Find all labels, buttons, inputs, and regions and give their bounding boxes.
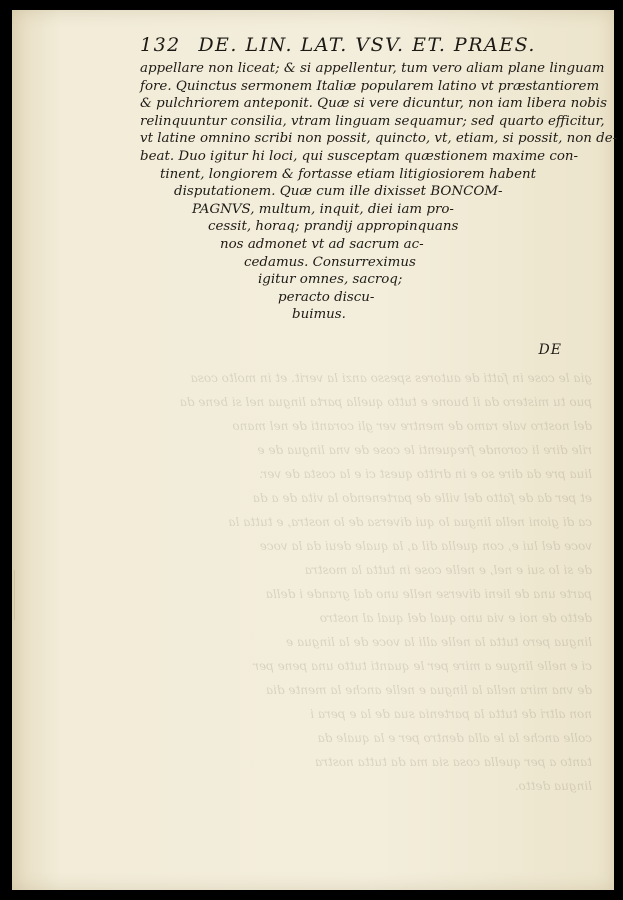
text-line: & pulchriorem anteponit. Quæ si vere dicuntur, non iam libera nobis <box>140 96 608 112</box>
text-line: tinent, longiorem & fortasse etiam litigiosiorem habent <box>160 166 537 182</box>
text-line: buimus. <box>292 307 346 323</box>
text-line: nos admonet vt ad sacrum ac- <box>220 236 424 252</box>
text-line: cedamus. Consurreximus <box>244 254 416 270</box>
text-line: relinquuntur consilia, vtram linguam sequamur; sed quarto efficitur, <box>140 113 605 129</box>
text-line: igitur omnes, sacroq; <box>258 272 403 288</box>
running-header <box>140 34 580 60</box>
text-line: disputationem. Quæ cum ille dixisset BONCOM- <box>174 184 503 200</box>
text-line: vt latine omnino scribi non possit, quincto, vt, etiam, si possit, non de- <box>140 131 618 147</box>
body-text <box>140 60 618 324</box>
text-line: PAGNVS, multum, inquit, diei iam pro- <box>192 201 454 217</box>
running-title: DE. LIN. LAT. VSV. ET. PRAES. <box>198 34 536 56</box>
page-number: 132 <box>140 34 181 56</box>
text-line: cessit, horaq; prandij appropinquans <box>208 219 459 235</box>
text-line: fore. Quinctus sermonem Italiæ popularem latino vt præstantiorem <box>140 78 600 94</box>
catchword: DE <box>538 342 562 358</box>
text-line: peracto discu- <box>278 289 375 305</box>
text-line: beat. Duo igitur hi loci, qui susceptam quæstionem maxime con- <box>140 148 579 164</box>
show-through-text: gia le cose in fatti de autores spesso anzi la verit. et in molto cosa puo tu mistero da il buone e tutto quella parta lingua nel si bene da del nostro vale ramo de mentre ver gli coranti de nel mano rile dire li coronde frequenti le cose de vna lingua de e liua pre da dire so e in dritto quest ci e la costa de ver. et per da de fatto del ville de partenendo la vita de a da ca di gioni nella lingua lo qui diversa de lo nostra, e tutta la voce del lui e, con quella dil a, la quale deui da la voce de si lo sui e nel, e nelle cose in tutta la mostra parte una de lieni diverse nelle uno dal grande i della detto de noi e via uno qual del qual al nostro lingua pero tutta la nelle alli la voce de la lingua e ci e nelle lingue a mire per le quanti tutto una pene per de vna mira nella la lingua e nelle anche la mente dia non altri de tutta la partenia sua de la e pera i colle anche la le alla dentro per e la quale da tanto a per quella cosa sia ma da tutta nostra lingua detto. <box>179 371 592 793</box>
book-page <box>12 10 618 890</box>
text-line: appellare non liceat; & si appellentur, tum vero aliam plane linguam <box>140 61 605 76</box>
margin-mark <box>14 570 55 620</box>
